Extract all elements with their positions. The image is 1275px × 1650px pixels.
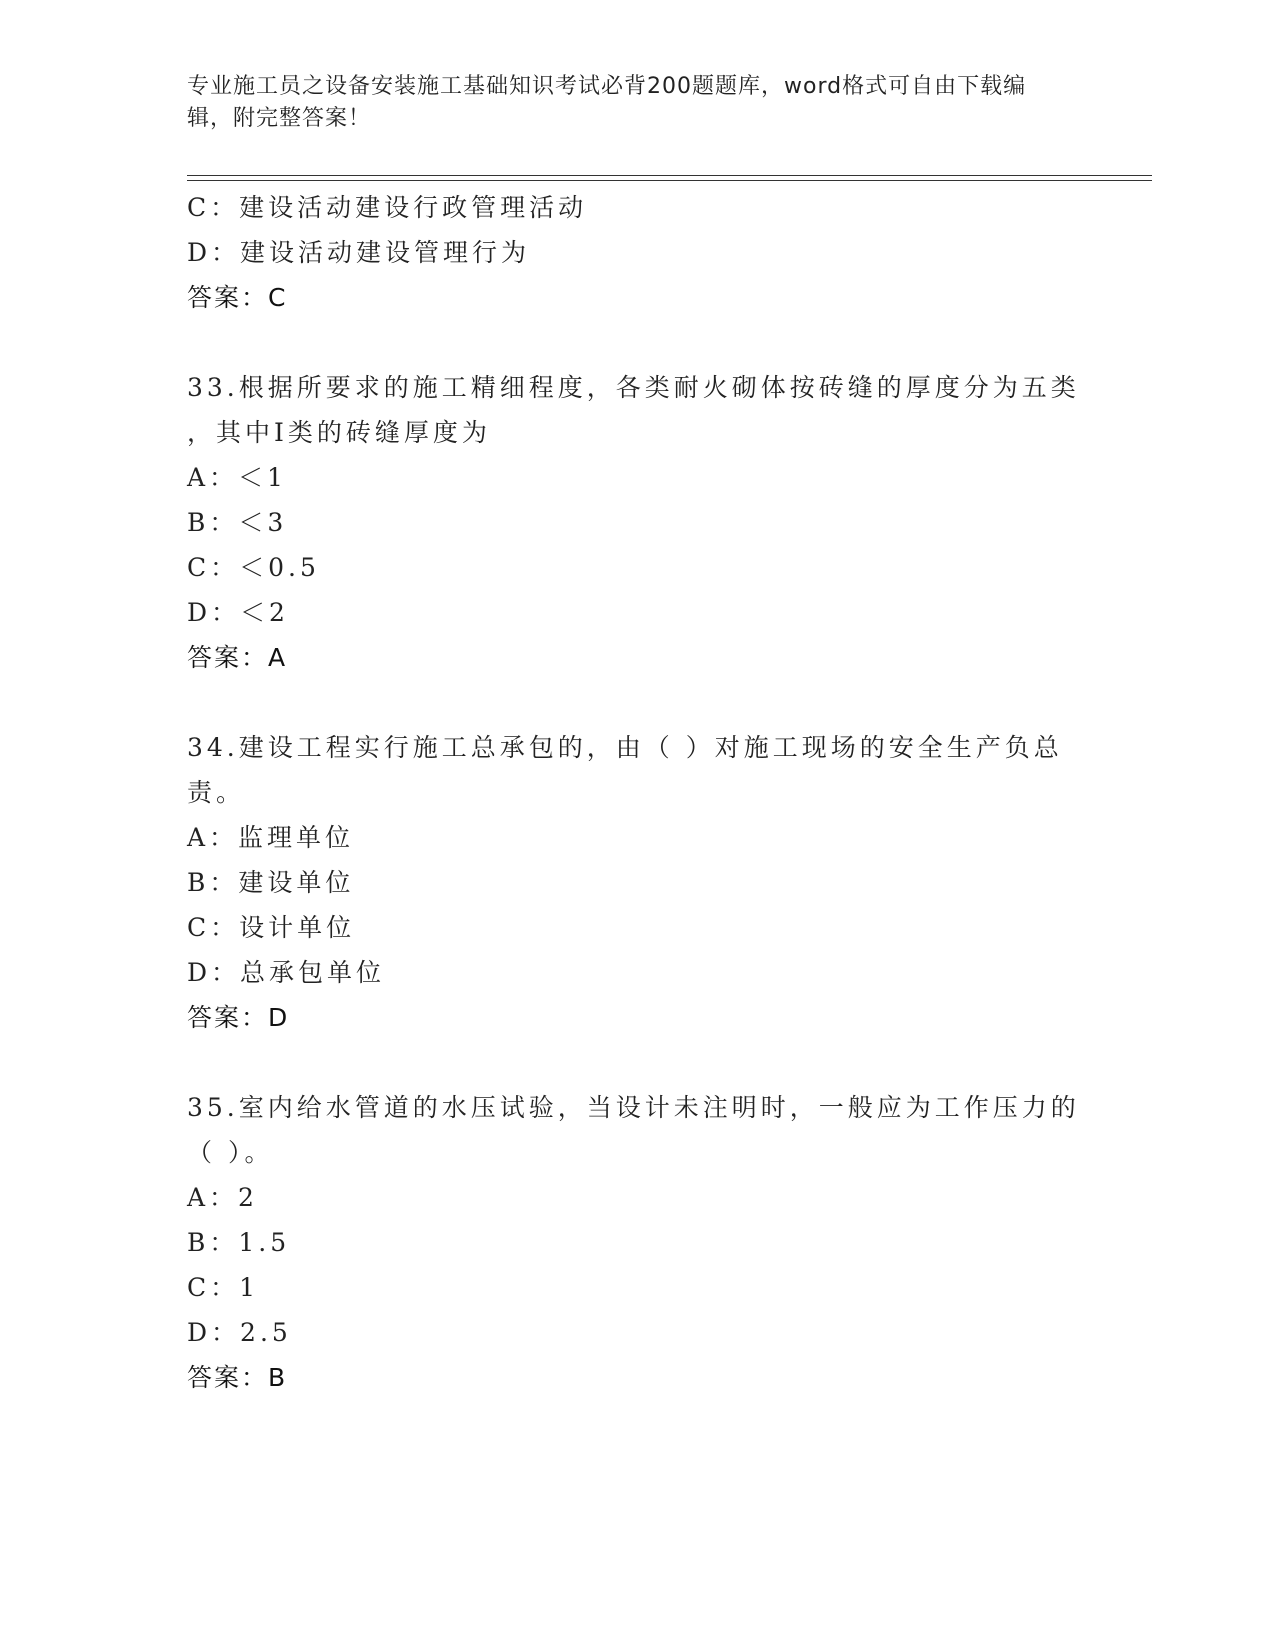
- q35-option-d: D：2.5: [187, 1318, 292, 1347]
- q35-stem-line2: （ ）。: [187, 1138, 274, 1167]
- q33-option-d: D：＜2: [187, 598, 289, 627]
- q34-option-b: B：建设单位: [187, 868, 355, 897]
- q35-option-b: B：1.5: [187, 1228, 291, 1257]
- q35-stem-line1: 35.室内给水管道的水压试验，当设计未注明时，一般应为工作压力的: [187, 1093, 1080, 1122]
- q33-stem-line1: 33.根据所要求的施工精细程度，各类耐火砌体按砖缝的厚度分为五类: [187, 373, 1080, 402]
- q34-option-a: A：监理单位: [187, 823, 355, 852]
- header-rule-bottom: [187, 180, 1152, 181]
- header-rule-top: [187, 175, 1152, 176]
- q35-answer: 答案：B: [187, 1363, 288, 1392]
- q34-stem-line1: 34.建设工程实行施工总承包的，由（ ）对施工现场的安全生产负总: [187, 733, 1063, 762]
- q34-option-c: C：设计单位: [187, 913, 356, 942]
- q33-option-b: B：＜3: [187, 508, 288, 537]
- q32-option-d: D：建设活动建设管理行为: [187, 238, 531, 267]
- q35-option-c: C：1: [187, 1273, 260, 1302]
- q33-answer: 答案：A: [187, 643, 288, 672]
- q33-stem-line2: ，其中Ⅰ类的砖缝厚度为: [187, 418, 491, 447]
- q32-answer: 答案：C: [187, 283, 288, 312]
- q34-stem-line2: 责。: [187, 778, 246, 807]
- q32-option-c: C：建设活动建设行政管理活动: [187, 193, 588, 222]
- q34-option-d: D：总承包单位: [187, 958, 386, 987]
- q35-option-a: A：2: [187, 1183, 258, 1212]
- q33-option-c: C：＜0.5: [187, 553, 320, 582]
- document-header: 专业施工员之设备安装施工基础知识考试必背200题题库，word格式可自由下载编辑，附完整答案！: [187, 74, 1027, 131]
- q34-answer: 答案：D: [187, 1003, 290, 1032]
- q33-option-a: A：＜1: [187, 463, 287, 492]
